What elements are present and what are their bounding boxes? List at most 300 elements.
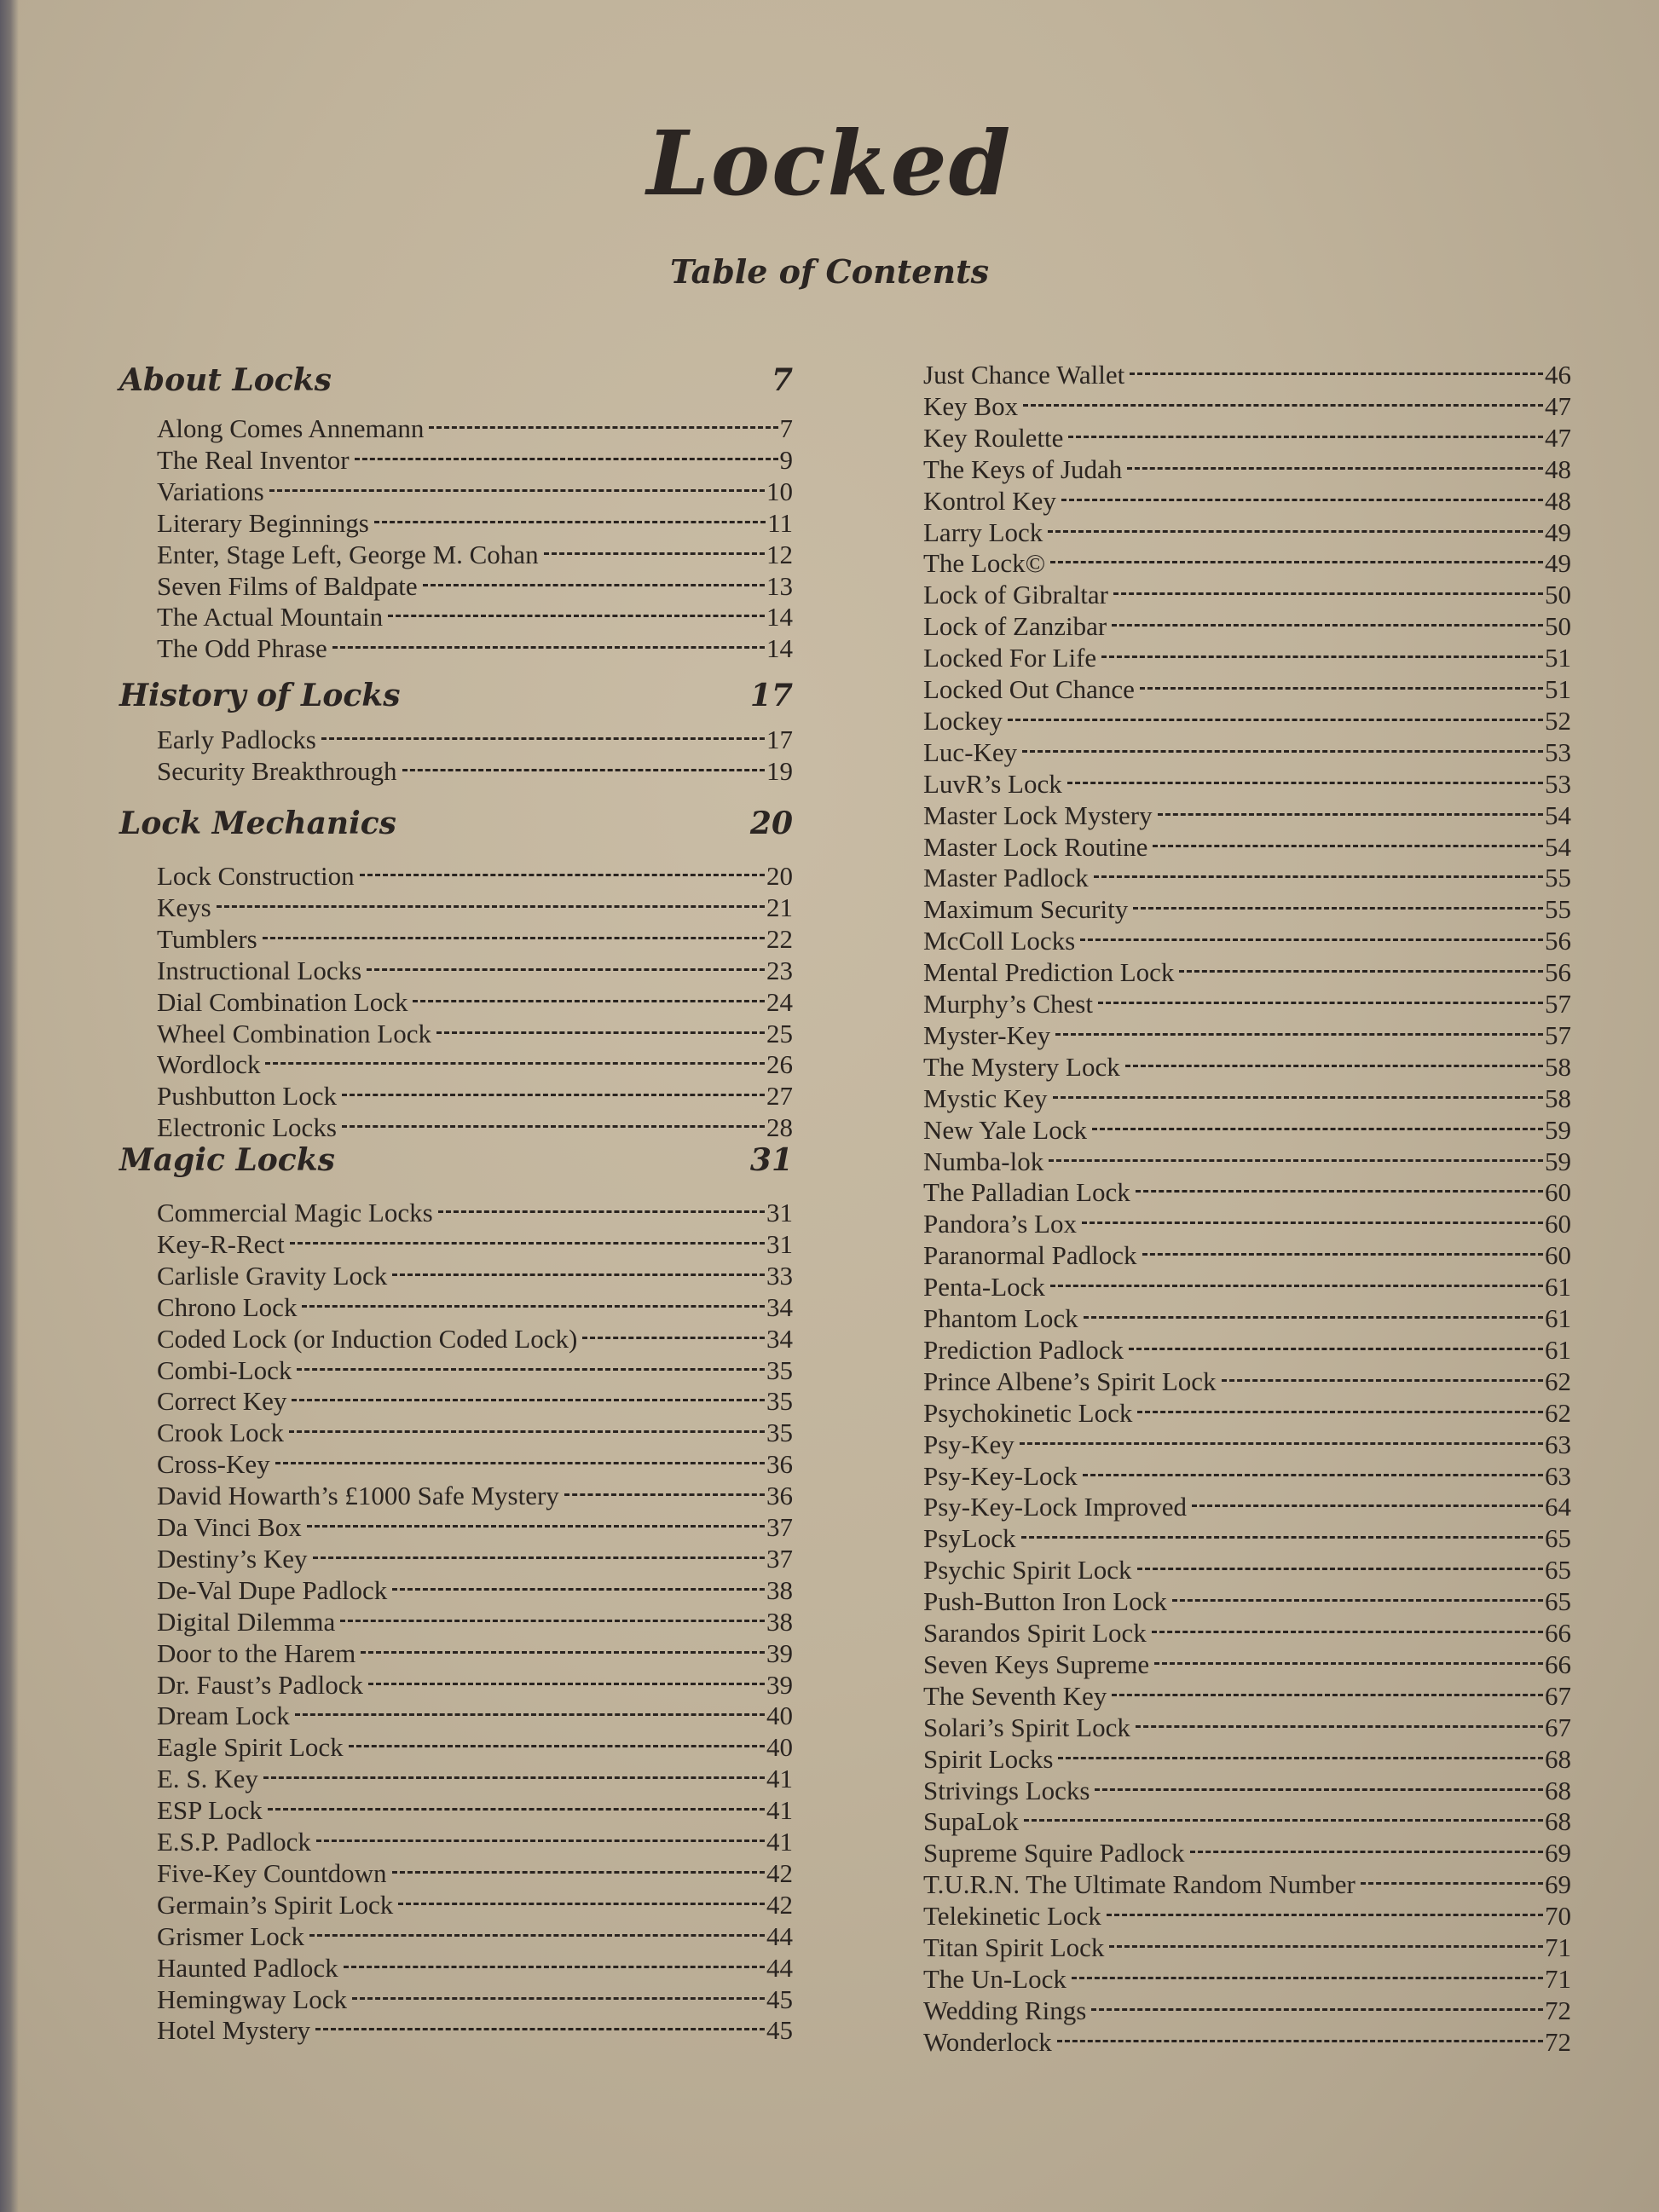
toc-entry-page: 68	[1545, 1743, 1571, 1774]
toc-entry-title: Dream Lock	[157, 1701, 290, 1731]
toc-entry-page: 57	[1545, 1019, 1571, 1050]
toc-entry-title: Wordlock	[157, 1049, 261, 1080]
toc-entry-page: 45	[766, 1984, 793, 2014]
toc-entry[interactable]	[157, 1638, 793, 1669]
toc-entry-page: 54	[1545, 831, 1571, 862]
toc-entry[interactable]	[923, 1492, 1571, 1522]
toc-entry-title: Psy-Key	[923, 1429, 1014, 1459]
toc-entry-title: Digital Dilemma	[157, 1606, 336, 1637]
toc-entry-page: 10	[766, 476, 793, 506]
dot-leader	[1140, 687, 1543, 690]
toc-entry-page: 35	[766, 1418, 793, 1448]
toc-entry-page: 44	[766, 1920, 793, 1951]
toc-entry[interactable]	[923, 957, 1571, 988]
dot-leader	[1107, 1914, 1543, 1916]
toc-entry[interactable]	[923, 2027, 1571, 2058]
dot-leader	[1050, 561, 1543, 563]
toc-entry-title: Lockey	[923, 705, 1003, 736]
toc-entry-title: Supreme Squire Padlock	[923, 1838, 1185, 1868]
toc-entry[interactable]	[923, 1901, 1571, 1932]
toc-entry-page: 69	[1545, 1838, 1571, 1868]
toc-entry-title: Germain’s Spirit Lock	[157, 1889, 394, 1920]
dot-leader	[1361, 1882, 1543, 1885]
dot-leader	[1142, 1253, 1543, 1256]
toc-entry-page: 22	[766, 923, 793, 954]
toc-entry-page: 72	[1545, 1995, 1571, 2025]
toc-entry[interactable]	[157, 892, 793, 923]
toc-entry-page: 38	[766, 1606, 793, 1637]
dot-leader	[1021, 1536, 1544, 1539]
toc-entry[interactable]	[923, 1272, 1571, 1302]
dot-leader	[1098, 1002, 1543, 1004]
toc-entry-page: 51	[1545, 643, 1571, 673]
toc-entry[interactable]	[157, 540, 793, 570]
dot-leader	[269, 489, 765, 492]
toc-entry[interactable]	[923, 1838, 1571, 1868]
toc-entry-page: 51	[1545, 674, 1571, 704]
toc-entry-title: McColl Locks	[923, 926, 1076, 956]
toc-entry[interactable]	[923, 1869, 1571, 1900]
toc-entry-page: 12	[766, 539, 793, 569]
dot-leader	[302, 1305, 765, 1308]
toc-entry-page: 68	[1545, 1775, 1571, 1805]
toc-entry-page: 68	[1545, 1806, 1571, 1837]
toc-entry[interactable]	[157, 1984, 793, 2015]
toc-entry-title: E.S.P. Padlock	[157, 1827, 311, 1857]
toc-entry[interactable]	[157, 756, 793, 787]
toc-entry[interactable]	[923, 1177, 1571, 1208]
dot-leader	[1057, 2040, 1543, 2042]
toc-entry[interactable]	[923, 1398, 1571, 1429]
toc-entry-page: 40	[766, 1732, 793, 1763]
toc-entry-page: 7	[779, 413, 793, 443]
toc-entry[interactable]	[923, 517, 1571, 548]
toc-entry[interactable]	[157, 861, 793, 892]
section-heading[interactable]	[119, 362, 793, 398]
toc-entry-title: De-Val Dupe Padlock	[157, 1574, 388, 1605]
toc-entry[interactable]	[157, 1575, 793, 1606]
toc-entry[interactable]	[157, 1890, 793, 1920]
toc-entry-title: Wheel Combination Lock	[157, 1018, 431, 1048]
toc-entry-title: Haunted Padlock	[157, 1952, 338, 1983]
dot-leader	[582, 1337, 765, 1339]
toc-entry[interactable]	[157, 1858, 793, 1889]
toc-entry-page: 66	[1545, 1618, 1571, 1648]
dot-leader	[217, 905, 765, 908]
toc-entry-page: 67	[1545, 1680, 1571, 1711]
toc-entry[interactable]	[157, 1732, 793, 1763]
toc-entry-page: 25	[766, 1018, 793, 1048]
section-title: History of Locks	[119, 678, 401, 713]
toc-entry[interactable]	[923, 1681, 1571, 1712]
toc-entry[interactable]	[157, 2015, 793, 2046]
toc-entry[interactable]	[923, 1744, 1571, 1775]
toc-entry[interactable]	[157, 1292, 793, 1323]
toc-entry[interactable]	[923, 800, 1571, 831]
toc-entry-page: 55	[1545, 894, 1571, 925]
toc-entry[interactable]	[157, 445, 793, 476]
toc-entry[interactable]	[923, 1618, 1571, 1649]
toc-entry-page: 58	[1545, 1083, 1571, 1113]
dot-leader	[392, 1273, 765, 1276]
toc-entry-title: Mystic Key	[923, 1083, 1048, 1113]
toc-entry[interactable]	[157, 1670, 793, 1701]
toc-entry[interactable]	[157, 1701, 793, 1731]
toc-entry[interactable]	[157, 602, 793, 632]
dot-leader	[315, 2028, 765, 2030]
toc-entry-title: Pushbutton Lock	[157, 1081, 337, 1112]
toc-entry-title: The Lock©	[923, 548, 1046, 579]
toc-entry-page: 36	[766, 1481, 793, 1511]
toc-entry-title: Prediction Padlock	[923, 1334, 1124, 1365]
dot-leader	[1133, 907, 1543, 910]
toc-entry-title: Electronic Locks	[157, 1112, 337, 1143]
toc-entry-title: The Odd Phrase	[157, 633, 327, 664]
toc-entry-page: 66	[1545, 1649, 1571, 1679]
toc-entry-title: Mental Prediction Lock	[923, 957, 1175, 988]
toc-entry-title: Lock of Zanzibar	[923, 611, 1107, 642]
toc-entry-title: T.U.R.N. The Ultimate Random Number	[923, 1869, 1356, 1900]
toc-entry[interactable]	[923, 1555, 1571, 1585]
toc-entry-title: Combi-Lock	[157, 1354, 292, 1385]
dot-leader	[1137, 1411, 1543, 1413]
dot-leader	[1072, 1977, 1543, 1979]
toc-entry-title: Just Chance Wallet	[923, 360, 1125, 390]
toc-entry[interactable]	[157, 571, 793, 602]
section-title: Lock Mechanics	[119, 806, 396, 841]
toc-entry-page: 37	[766, 1512, 793, 1542]
dot-leader	[1049, 1159, 1543, 1162]
toc-entry[interactable]	[923, 1712, 1571, 1743]
toc-entry[interactable]	[923, 1776, 1571, 1806]
toc-entry-title: LuvR’s Lock	[923, 768, 1062, 799]
toc-entry-title: Push-Button Iron Lock	[923, 1586, 1167, 1617]
toc-entry[interactable]	[157, 1764, 793, 1794]
toc-entry-title: The Un-Lock	[923, 1963, 1066, 1994]
dot-leader	[1172, 1599, 1543, 1602]
toc-entry[interactable]	[923, 360, 1571, 390]
toc-entry-page: 17	[766, 725, 793, 754]
section-heading[interactable]	[119, 678, 793, 713]
toc-entry-page: 57	[1545, 989, 1571, 1019]
toc-entry-title: David Howarth’s £1000 Safe Mystery	[157, 1481, 559, 1511]
dot-leader	[1055, 1033, 1543, 1036]
toc-entry[interactable]	[923, 1366, 1571, 1397]
dot-leader	[1084, 1316, 1543, 1319]
dot-leader	[402, 769, 765, 771]
toc-entry-page: 28	[766, 1112, 793, 1143]
toc-entry-title: Keys	[157, 892, 211, 922]
dot-leader	[1112, 624, 1543, 627]
toc-entry-title: Psy-Key-Lock	[923, 1460, 1078, 1491]
toc-entry-page: 72	[1545, 2026, 1571, 2057]
toc-entry[interactable]	[157, 1261, 793, 1291]
dot-leader	[1048, 530, 1543, 533]
toc-entry[interactable]	[923, 832, 1571, 863]
toc-entry[interactable]	[923, 926, 1571, 956]
toc-entry-title: Coded Lock (or Induction Coded Lock)	[157, 1323, 578, 1354]
toc-entry-title: Key Box	[923, 390, 1019, 421]
toc-entry[interactable]	[923, 1523, 1571, 1554]
toc-entry-title: Enter, Stage Left, George M. Cohan	[157, 539, 539, 569]
dot-leader	[367, 968, 765, 971]
toc-entry[interactable]	[923, 737, 1571, 768]
toc-entry-page: 59	[1545, 1146, 1571, 1176]
dot-leader	[352, 1997, 765, 2000]
toc-entry[interactable]	[157, 1607, 793, 1637]
toc-entry[interactable]	[157, 987, 793, 1018]
dot-leader	[268, 1808, 765, 1811]
toc-entry[interactable]	[923, 674, 1571, 705]
toc-entry[interactable]	[923, 894, 1571, 925]
dot-leader	[342, 1094, 765, 1096]
toc-entry[interactable]	[157, 1449, 793, 1480]
toc-entry-page: 9	[779, 444, 793, 475]
toc-entry-page: 23	[766, 955, 793, 985]
toc-heading: Table of Contents	[669, 252, 990, 291]
toc-entry-page: 63	[1545, 1460, 1571, 1491]
toc-entry-page: 61	[1545, 1272, 1571, 1302]
toc-entry[interactable]	[157, 413, 793, 444]
toc-entry-title: Myster-Key	[923, 1019, 1051, 1050]
toc-entry[interactable]	[157, 1049, 793, 1080]
dot-leader	[438, 1210, 765, 1213]
toc-entry[interactable]	[923, 423, 1571, 453]
toc-entry[interactable]	[923, 454, 1571, 485]
dot-leader	[340, 1620, 765, 1622]
dot-leader	[1130, 373, 1543, 375]
section-title: About Locks	[119, 362, 332, 398]
toc-entry[interactable]	[923, 1209, 1571, 1239]
section-page: 31	[749, 1142, 793, 1178]
toc-entry-title: Chrono Lock	[157, 1291, 298, 1322]
toc-entry[interactable]	[923, 1649, 1571, 1680]
dot-leader	[289, 1430, 765, 1433]
toc-entry[interactable]	[157, 1921, 793, 1952]
toc-entry[interactable]	[923, 611, 1571, 642]
toc-entry[interactable]	[923, 1429, 1571, 1460]
dot-leader	[344, 1966, 765, 1968]
dot-leader	[1023, 404, 1543, 407]
toc-entry[interactable]	[923, 1020, 1571, 1051]
toc-entry[interactable]	[157, 924, 793, 955]
dot-leader	[265, 1062, 765, 1065]
dot-leader	[263, 937, 765, 939]
toc-entry-title: Spirit Locks	[923, 1743, 1054, 1774]
toc-entry-title: Eagle Spirit Lock	[157, 1732, 344, 1763]
toc-entry[interactable]	[157, 1544, 793, 1574]
toc-entry[interactable]	[923, 1964, 1571, 1995]
toc-entry[interactable]	[157, 956, 793, 986]
dot-leader	[349, 1745, 765, 1747]
toc-entry-title: Locked Out Chance	[923, 674, 1135, 704]
toc-entry-title: Psy-Key-Lock Improved	[923, 1492, 1188, 1522]
toc-entry-page: 44	[766, 1952, 793, 1983]
toc-entry[interactable]	[923, 1115, 1571, 1146]
section-heading[interactable]	[119, 1142, 793, 1178]
toc-entry-title: Grismer Lock	[157, 1920, 305, 1951]
toc-entry-title: Master Lock Mystery	[923, 800, 1153, 830]
toc-entry[interactable]	[923, 706, 1571, 736]
dot-leader	[1024, 1819, 1543, 1822]
dot-leader	[360, 874, 765, 876]
toc-entry[interactable]	[157, 1198, 793, 1228]
dot-leader	[1222, 1379, 1543, 1382]
toc-entry-title: Commercial Magic Locks	[157, 1198, 433, 1227]
toc-entry-title: Lock Construction	[157, 861, 355, 891]
toc-entry-page: 54	[1545, 800, 1571, 830]
toc-entry[interactable]	[157, 1019, 793, 1049]
section-page: 20	[749, 806, 793, 841]
dot-leader	[368, 1683, 765, 1685]
dot-leader	[1101, 656, 1543, 658]
toc-entry-page: 60	[1545, 1177, 1571, 1208]
toc-entry-page: 55	[1545, 863, 1571, 893]
toc-entry-title: The Actual Mountain	[157, 602, 384, 632]
toc-entry[interactable]	[157, 1481, 793, 1511]
toc-entry-page: 71	[1545, 1932, 1571, 1962]
toc-entry[interactable]	[923, 1240, 1571, 1271]
toc-entry-title: Telekinetic Lock	[923, 1901, 1101, 1932]
dot-leader	[1109, 1945, 1543, 1948]
toc-entry[interactable]	[923, 1303, 1571, 1334]
toc-entry-title: Locked For Life	[923, 643, 1097, 673]
dot-leader	[1008, 719, 1543, 721]
toc-entry-title: Destiny’s Key	[157, 1543, 308, 1574]
toc-entry[interactable]	[923, 391, 1571, 422]
toc-entry-page: 41	[766, 1827, 793, 1857]
toc-entry[interactable]	[923, 1146, 1571, 1177]
toc-entry-title: Larry Lock	[923, 517, 1043, 547]
toc-entry[interactable]	[157, 1827, 793, 1857]
toc-entry-title: The Keys of Judah	[923, 453, 1123, 484]
toc-entry-page: 13	[766, 570, 793, 601]
toc-entry-title: Maximum Security	[923, 894, 1129, 925]
dot-leader	[1136, 1190, 1543, 1193]
dot-leader	[1092, 1128, 1543, 1130]
toc-entry[interactable]	[923, 863, 1571, 893]
toc-entry-page: 53	[1545, 736, 1571, 767]
dot-leader	[1094, 875, 1543, 878]
toc-entry-page: 34	[766, 1323, 793, 1354]
dot-leader	[1158, 813, 1543, 816]
toc-entry[interactable]	[157, 1112, 793, 1143]
toc-entry-page: 33	[766, 1260, 793, 1291]
toc-entry-page: 40	[766, 1701, 793, 1731]
toc-entry-page: 41	[766, 1795, 793, 1826]
toc-entry[interactable]	[923, 989, 1571, 1019]
toc-entry[interactable]	[157, 1418, 793, 1448]
toc-entry[interactable]	[923, 1461, 1571, 1492]
toc-entry[interactable]	[157, 476, 793, 507]
toc-entry-page: 62	[1545, 1366, 1571, 1396]
toc-entry[interactable]	[923, 1083, 1571, 1114]
dot-leader	[1129, 1348, 1543, 1350]
toc-entry-page: 11	[767, 507, 793, 538]
dot-leader	[374, 521, 766, 523]
toc-entry[interactable]	[923, 1586, 1571, 1617]
toc-entry[interactable]	[157, 1795, 793, 1826]
toc-entry[interactable]	[923, 643, 1571, 673]
dot-leader	[413, 1000, 765, 1002]
toc-entry-page: 58	[1545, 1051, 1571, 1082]
dot-leader	[1136, 1725, 1543, 1728]
toc-entry-page: 49	[1545, 548, 1571, 579]
toc-entry[interactable]	[923, 1995, 1571, 2026]
toc-entry[interactable]	[157, 1081, 793, 1112]
toc-entry[interactable]	[923, 1806, 1571, 1837]
dot-leader	[1153, 845, 1543, 847]
toc-entry[interactable]	[157, 1953, 793, 1984]
toc-entry-title: Kontrol Key	[923, 485, 1056, 516]
toc-entry-title: Prince Albene’s Spirit Lock	[923, 1366, 1217, 1396]
toc-entry[interactable]	[923, 1932, 1571, 1963]
dot-leader	[313, 1556, 765, 1559]
toc-entry[interactable]	[157, 508, 793, 539]
toc-entry-page: 19	[766, 755, 793, 786]
dot-leader	[342, 1125, 765, 1128]
toc-entry-title: Lock of Gibraltar	[923, 580, 1108, 610]
toc-entry-page: 60	[1545, 1209, 1571, 1239]
toc-entry[interactable]	[923, 486, 1571, 517]
toc-entry[interactable]	[157, 1324, 793, 1354]
toc-entry-title: Solari’s Spirit Lock	[923, 1712, 1130, 1742]
toc-entry[interactable]	[923, 1335, 1571, 1366]
toc-entry[interactable]	[157, 1355, 793, 1386]
dot-leader	[1095, 1788, 1543, 1791]
toc-entry-title: Murphy’s Chest	[923, 989, 1093, 1019]
toc-entry[interactable]	[157, 633, 793, 664]
dot-leader	[1068, 436, 1543, 438]
toc-entry-title: Master Lock Routine	[923, 831, 1148, 862]
toc-entry-title: The Mystery Lock	[923, 1051, 1120, 1082]
toc-entry-title: Wonderlock	[923, 2026, 1052, 2057]
dot-leader	[1061, 499, 1543, 501]
toc-entry-page: 39	[766, 1637, 793, 1668]
toc-entry[interactable]	[923, 548, 1571, 579]
toc-entry-title: Tumblers	[157, 923, 257, 954]
toc-entry-page: 41	[766, 1764, 793, 1794]
toc-entry-page: 45	[766, 2015, 793, 2046]
toc-entry-page: 37	[766, 1543, 793, 1574]
toc-entry-page: 42	[766, 1889, 793, 1920]
toc-entry[interactable]	[923, 769, 1571, 800]
dot-leader	[1127, 467, 1543, 470]
dot-leader	[292, 1399, 765, 1401]
toc-entry-title: Cross-Key	[157, 1449, 270, 1480]
toc-entry-page: 42	[766, 1857, 793, 1888]
dot-leader	[1022, 750, 1543, 753]
dot-leader	[1154, 1662, 1543, 1665]
toc-entry-page: 63	[1545, 1429, 1571, 1459]
toc-entry[interactable]	[923, 580, 1571, 610]
toc-entry[interactable]	[923, 1052, 1571, 1083]
dot-leader	[1190, 1851, 1543, 1853]
dot-leader	[1137, 1568, 1543, 1570]
toc-entry-page: 35	[766, 1354, 793, 1385]
toc-entry-page: 35	[766, 1386, 793, 1417]
toc-entry-title: Da Vinci Box	[157, 1512, 302, 1542]
toc-entry[interactable]	[157, 1229, 793, 1260]
section-heading[interactable]	[119, 806, 793, 841]
toc-entry-title: Penta-Lock	[923, 1272, 1045, 1302]
dot-leader	[564, 1493, 765, 1496]
toc-entry[interactable]	[157, 1512, 793, 1543]
toc-entry[interactable]	[157, 725, 793, 755]
toc-entry-title: New Yale Lock	[923, 1114, 1087, 1145]
toc-entry[interactable]	[157, 1386, 793, 1417]
toc-entry-title: SupaLok	[923, 1806, 1019, 1837]
